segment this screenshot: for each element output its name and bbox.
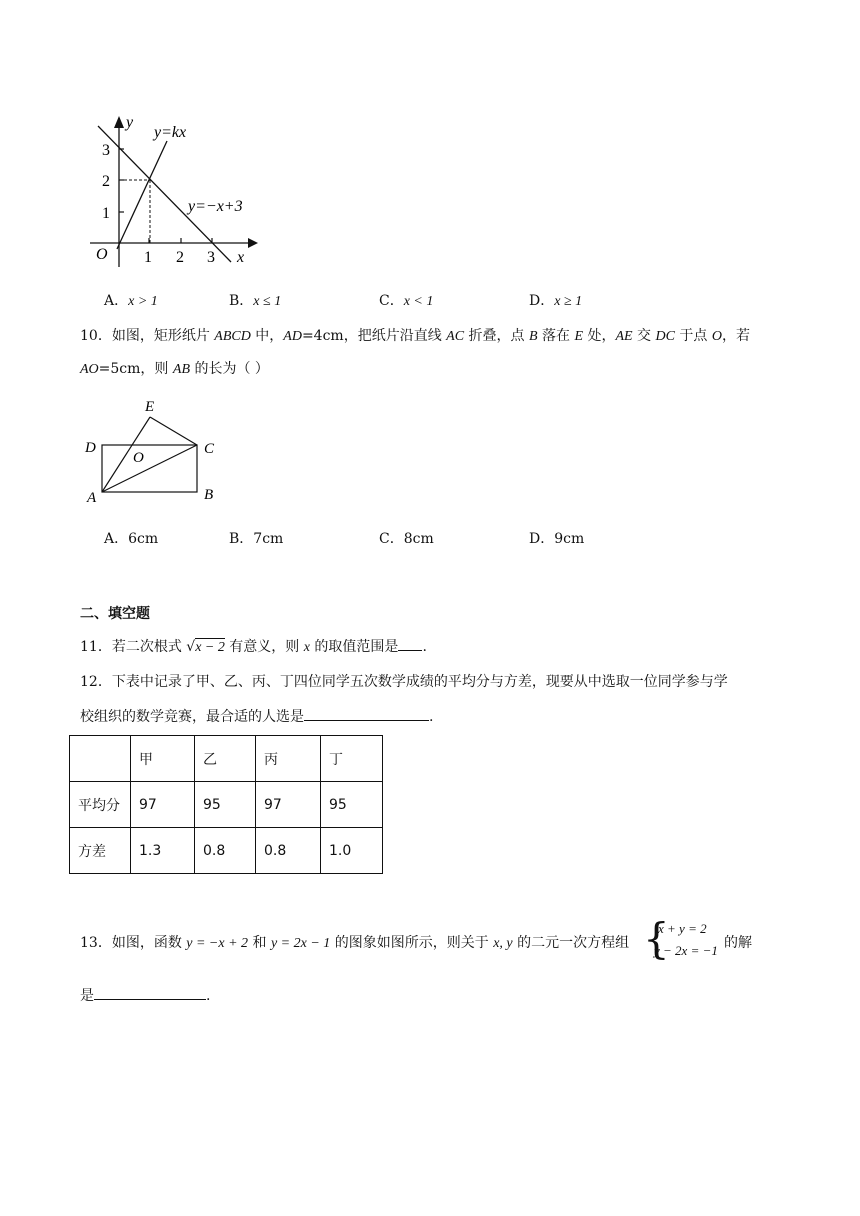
- brace-symbol: {: [643, 914, 670, 963]
- sqrt-radicand: x − 2: [195, 640, 225, 655]
- section-title: 二、填空题: [80, 606, 150, 622]
- q13-line2: 是 .: [80, 984, 210, 1006]
- q10-option-d[interactable]: D．9cm: [529, 531, 585, 547]
- q11-line: 11．若二次根式 √x − 2 有意义，则 x 的取值范围是 .: [80, 635, 427, 658]
- equation-1: x + y = 2: [658, 921, 707, 936]
- table-header-cell: 甲: [131, 736, 195, 782]
- table-header-row: [70, 736, 383, 782]
- table-cell: 0.8: [195, 828, 256, 874]
- option-expr: x ≥ 1: [554, 294, 583, 309]
- q10-line1: 10．如图，矩形纸片 ABCD 中，AD=4cm，把纸片沿直线 AC 折叠，点 B 落在 E 处，AE 交 DC 于点 O，若: [80, 328, 750, 344]
- option-expr: x ≤ 1: [253, 294, 282, 309]
- q9-option-a[interactable]: [104, 291, 158, 312]
- y-tick-label-3: 3: [102, 142, 110, 159]
- option-expr: x < 1: [403, 294, 434, 309]
- q13-answer-blank[interactable]: [94, 984, 206, 1000]
- q10-option-c[interactable]: C．8cm: [379, 531, 434, 547]
- q10-option-b[interactable]: B．7cm: [229, 531, 284, 547]
- table-cell: 平均分: [70, 782, 131, 828]
- linear-functions-graph: [90, 112, 260, 272]
- table-cell: 97: [256, 782, 321, 828]
- q9-option-b[interactable]: [229, 291, 281, 312]
- x-tick-label-1: 1: [144, 249, 152, 266]
- point-b-label: B: [204, 487, 214, 503]
- point-e-label: E: [145, 399, 155, 415]
- equation-system: [643, 914, 725, 964]
- point-d-label: D: [85, 440, 96, 456]
- option-letter: B．: [229, 293, 254, 309]
- table-cell: 1.3: [131, 828, 195, 874]
- x-tick-label-3: 3: [207, 249, 215, 266]
- option-letter: A．: [104, 293, 129, 309]
- q10-option-a[interactable]: A．6cm: [104, 531, 159, 547]
- q12-answer-blank[interactable]: [304, 705, 429, 721]
- q9-option-d[interactable]: [529, 291, 582, 312]
- table-header-cell: [70, 736, 131, 782]
- table-cell: 0.8: [256, 828, 321, 874]
- option-expr: x > 1: [128, 294, 158, 309]
- y-tick-label-2: 2: [102, 173, 110, 190]
- table-row: [70, 782, 383, 828]
- table-cell: 方差: [70, 828, 131, 874]
- option-letter: D．: [529, 293, 555, 309]
- q9-option-c[interactable]: [379, 291, 433, 312]
- equation-2: y − 2x = −1: [654, 943, 718, 958]
- table-header-cell: 丁: [321, 736, 383, 782]
- table-cell: 95: [321, 782, 383, 828]
- table-header-cell: 丙: [256, 736, 321, 782]
- table-cell: 1.0: [321, 828, 383, 874]
- line-y-kx: [117, 141, 167, 249]
- y-tick-label-1: 1: [102, 205, 110, 222]
- q11-answer-blank[interactable]: [398, 635, 422, 651]
- sqrt-symbol: √: [186, 639, 196, 655]
- point-a-label: A: [87, 490, 97, 506]
- table-row: [70, 828, 383, 874]
- diagonal-ac: [102, 445, 197, 492]
- option-letter: C．: [379, 293, 404, 309]
- q13-line1: 13．如图，函数 y = −x + 2 和 y = 2x − 1 的图象如图所示，则关于 x, y 的二元一次方程组: [80, 935, 630, 951]
- origin-label: O: [96, 246, 108, 263]
- q13-line1-end: 的解: [724, 935, 752, 951]
- q12-line2: 校组织的数学竞赛，最合适的人选是 .: [80, 705, 433, 727]
- y-axis-label: y: [126, 114, 134, 131]
- q12-line1: 12．下表中记录了甲、乙、丙、丁四位同学五次数学成绩的平均分与方差，现要从中选取一位同学参与学: [80, 674, 728, 690]
- table-cell: 95: [195, 782, 256, 828]
- segment-ec: [150, 417, 197, 445]
- table-cell: 97: [131, 782, 195, 828]
- point-o-label: O: [133, 450, 144, 466]
- line-y-neg-x-plus-3-label: y=−x+3: [188, 198, 243, 215]
- table-header-cell: 乙: [195, 736, 256, 782]
- line-y-kx-label: y=kx: [154, 124, 187, 141]
- point-c-label: C: [204, 441, 215, 457]
- y-axis-arrow: [114, 116, 124, 128]
- q10-line2: AO=5cm，则 AB 的长为（ ）: [80, 361, 269, 377]
- x-axis-arrow: [248, 238, 258, 248]
- score-table: [69, 735, 383, 874]
- x-axis-label: x: [237, 249, 245, 266]
- x-tick-label-2: 2: [176, 249, 184, 266]
- rectangle-fold-figure: [82, 395, 222, 510]
